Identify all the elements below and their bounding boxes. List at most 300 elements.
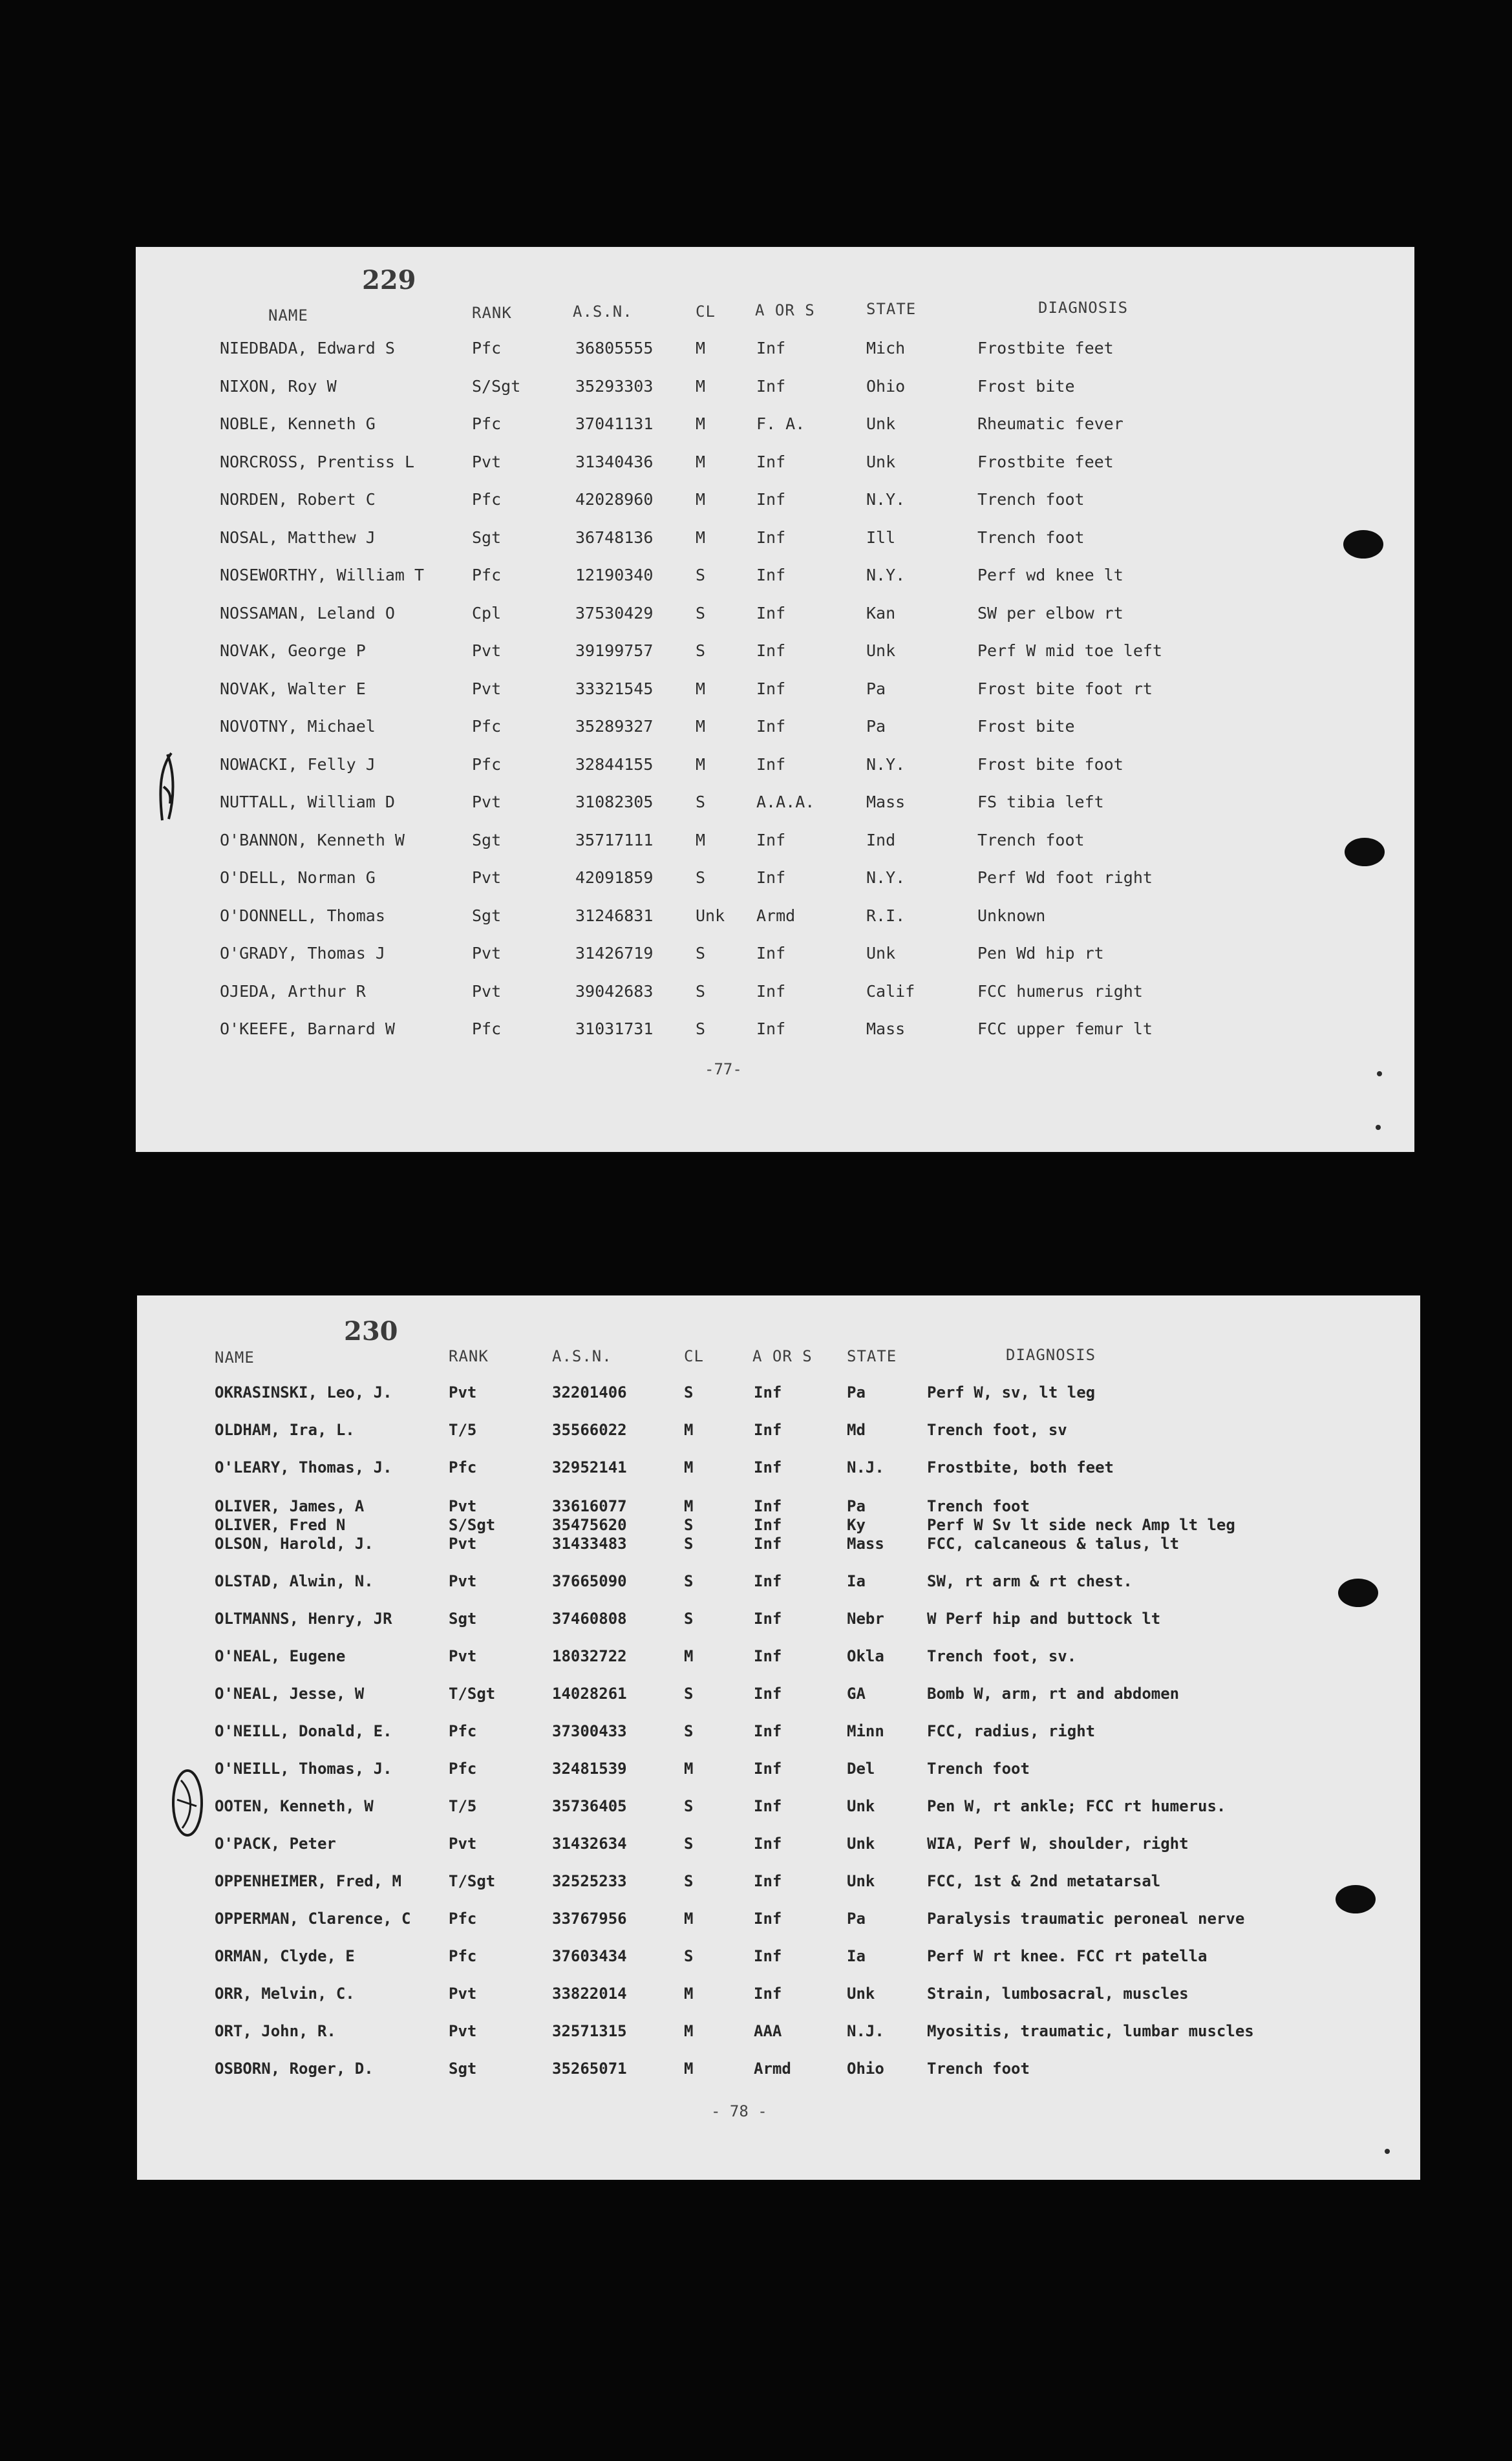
- cell-rank: Pfc: [449, 1947, 477, 1965]
- cell-name: NORCROSS, Prentiss L: [220, 452, 415, 471]
- cell-asn: 35717111: [575, 830, 654, 849]
- binder-hole: [1343, 530, 1383, 559]
- cell-name: OLSON, Harold, J.: [215, 1535, 374, 1553]
- cell-a-or-s: Inf: [756, 830, 786, 849]
- cell-state: Okla: [847, 1647, 884, 1665]
- page-footer: -77-: [705, 1060, 742, 1078]
- cell-name: O'KEEFE, Barnard W: [220, 1019, 395, 1038]
- cell-asn: 37460808: [552, 1610, 627, 1628]
- cell-name: O'NEAL, Jesse, W: [215, 1685, 365, 1703]
- cell-rank: Pvt: [449, 1497, 477, 1515]
- table-row: [137, 1722, 1420, 1748]
- cell-asn: 37530429: [575, 603, 654, 623]
- header-asn: A.S.N.: [573, 303, 633, 321]
- cell-state: Pa: [847, 1497, 866, 1515]
- cell-state: Unk: [847, 1835, 875, 1853]
- cell-name: NUTTALL, William D: [220, 793, 395, 811]
- cell-state: Ohio: [866, 376, 906, 396]
- cell-state: Mich: [866, 339, 906, 357]
- table-row: [136, 831, 1414, 857]
- cell-rank: Pfc: [472, 339, 502, 357]
- cell-asn: 37665090: [552, 1572, 627, 1590]
- cell-state: Unk: [866, 944, 896, 963]
- cell-diagnosis: Trench foot: [927, 1497, 1030, 1515]
- table-row: [136, 377, 1414, 403]
- table-row: [137, 1760, 1420, 1785]
- cell-name: NOVAK, George P: [220, 641, 366, 660]
- cell-asn: 31426719: [575, 944, 654, 963]
- cell-diagnosis: Frostbite feet: [977, 452, 1114, 471]
- cell-a-or-s: Inf: [754, 1835, 782, 1853]
- document-page-230: [137, 1295, 1420, 2180]
- cell-diagnosis: W Perf hip and buttock lt: [927, 1610, 1161, 1628]
- cell-a-or-s: Inf: [756, 490, 786, 509]
- cell-asn: 37603434: [552, 1947, 627, 1965]
- table-row: [137, 1647, 1420, 1673]
- cell-cl: M: [696, 452, 706, 471]
- cell-a-or-s: Inf: [754, 1872, 782, 1890]
- cell-name: O'NEILL, Donald, E.: [215, 1722, 392, 1740]
- cell-a-or-s: Inf: [756, 376, 786, 396]
- cell-a-or-s: Inf: [754, 1458, 782, 1476]
- cell-name: NOWACKI, Felly J: [220, 754, 376, 774]
- page-number: 230: [344, 1316, 398, 1347]
- cell-rank: Pvt: [472, 793, 502, 811]
- cell-name: NOVAK, Walter E: [220, 679, 366, 698]
- cell-diagnosis: Trench foot, sv: [927, 1421, 1067, 1439]
- cell-a-or-s: Inf: [754, 1383, 782, 1401]
- header-state: STATE: [866, 300, 917, 318]
- cell-diagnosis: Trench foot: [977, 527, 1085, 547]
- cell-state: N.Y.: [866, 566, 906, 584]
- cell-state: Unk: [847, 1985, 875, 2003]
- header-diagnosis: DIAGNOSIS: [1038, 299, 1129, 317]
- cell-name: NIEDBADA, Edward S: [220, 339, 395, 357]
- cell-cl: M: [684, 1647, 694, 1665]
- cell-asn: 32201406: [552, 1383, 627, 1401]
- cell-rank: S/Sgt: [449, 1516, 496, 1534]
- cell-cl: S: [696, 641, 706, 660]
- table-row: [136, 414, 1414, 440]
- cell-state: Unk: [866, 414, 896, 433]
- cell-a-or-s: Inf: [756, 641, 786, 660]
- document-page-229: [136, 247, 1414, 1152]
- cell-state: Ill: [866, 527, 896, 547]
- binder-hole: [1336, 1885, 1376, 1913]
- cell-a-or-s: Inf: [754, 1685, 782, 1703]
- cell-state: N.Y.: [866, 754, 906, 774]
- header-asn: A.S.N.: [552, 1347, 612, 1365]
- cell-name: OLIVER, Fred N: [215, 1516, 346, 1534]
- cell-cl: S: [684, 1722, 694, 1740]
- cell-rank: Pvt: [449, 1985, 477, 2003]
- cell-cl: M: [684, 1985, 694, 2003]
- cell-diagnosis: Frost bite foot: [977, 754, 1123, 774]
- cell-diagnosis: FCC, calcaneous & talus, lt: [927, 1535, 1180, 1553]
- table-row: [136, 755, 1414, 781]
- table-row: [136, 490, 1414, 516]
- cell-a-or-s: Inf: [756, 981, 786, 1001]
- cell-state: Unk: [866, 452, 896, 471]
- cell-name: OPPENHEIMER, Fred, M: [215, 1872, 401, 1890]
- cell-a-or-s: Inf: [754, 1421, 782, 1439]
- cell-asn: 12190340: [575, 566, 654, 584]
- cell-cl: S: [684, 1516, 694, 1534]
- header-name: NAME: [215, 1348, 255, 1367]
- cell-name: ORMAN, Clyde, E: [215, 1947, 355, 1965]
- cell-asn: 35736405: [552, 1797, 627, 1815]
- table-row: [136, 604, 1414, 630]
- header-a-or-s: A OR S: [752, 1347, 813, 1365]
- table-row: [137, 2022, 1420, 2048]
- cell-diagnosis: SW, rt arm & rt chest.: [927, 1572, 1133, 1590]
- cell-a-or-s: Inf: [754, 1610, 782, 1628]
- header-state: STATE: [847, 1347, 897, 1365]
- cell-name: NIXON, Roy W: [220, 376, 337, 396]
- cell-a-or-s: Inf: [754, 1497, 782, 1515]
- handwritten-circle-mark: [163, 1761, 215, 1845]
- cell-asn: 33616077: [552, 1497, 627, 1515]
- cell-cl: M: [684, 1421, 694, 1439]
- cell-asn: 39199757: [575, 641, 654, 660]
- binder-hole: [1338, 1579, 1378, 1607]
- cell-state: Unk: [866, 641, 896, 660]
- cell-asn: 32571315: [552, 2022, 627, 2040]
- handwritten-check-mark: [152, 748, 184, 826]
- header-diagnosis: DIAGNOSIS: [1006, 1346, 1096, 1364]
- cell-rank: Pfc: [472, 1019, 502, 1038]
- cell-state: Calif: [866, 981, 915, 1001]
- cell-cl: S: [696, 981, 706, 1001]
- cell-asn: 37041131: [575, 414, 654, 433]
- cell-name: O'DONNELL, Thomas: [220, 906, 385, 925]
- cell-a-or-s: Inf: [754, 1947, 782, 1965]
- cell-cl: M: [696, 830, 706, 849]
- cell-cl: M: [684, 1497, 694, 1515]
- cell-rank: Sgt: [449, 1610, 477, 1628]
- cell-name: O'LEARY, Thomas, J.: [215, 1458, 392, 1476]
- cell-asn: 32525233: [552, 1872, 627, 1890]
- cell-asn: 31246831: [575, 906, 654, 925]
- cell-state: Ia: [847, 1947, 866, 1965]
- cell-rank: Pfc: [472, 754, 502, 774]
- cell-cl: M: [684, 1760, 694, 1778]
- cell-diagnosis: WIA, Perf W, shoulder, right: [927, 1835, 1189, 1853]
- cell-diagnosis: Frost bite: [977, 717, 1075, 736]
- cell-state: Unk: [847, 1872, 875, 1890]
- cell-diagnosis: Pen W, rt ankle; FCC rt humerus.: [927, 1797, 1226, 1815]
- cell-cl: M: [696, 414, 706, 433]
- cell-a-or-s: Inf: [754, 1797, 782, 1815]
- cell-name: O'PACK, Peter: [215, 1835, 336, 1853]
- cell-rank: Cpl: [472, 603, 502, 623]
- cell-cl: S: [684, 1572, 694, 1590]
- table-row: [137, 2060, 1420, 2085]
- cell-asn: 32844155: [575, 754, 654, 774]
- cell-diagnosis: Myositis, traumatic, lumbar muscles: [927, 2022, 1254, 2040]
- cell-name: OLIVER, James, A: [215, 1497, 365, 1515]
- cell-state: Mass: [847, 1535, 884, 1553]
- cell-diagnosis: Bomb W, arm, rt and abdomen: [927, 1685, 1180, 1703]
- paper-speck: [1376, 1125, 1381, 1130]
- cell-cl: M: [696, 679, 706, 698]
- cell-state: Mass: [866, 793, 906, 811]
- table-row: [137, 1985, 1420, 2010]
- cell-diagnosis: Trench foot, sv.: [927, 1647, 1077, 1665]
- cell-cl: M: [696, 717, 706, 736]
- table-row: [136, 944, 1414, 970]
- cell-rank: Pvt: [449, 1647, 477, 1665]
- cell-cl: S: [684, 1535, 694, 1553]
- cell-rank: Pvt: [449, 1835, 477, 1853]
- cell-cl: S: [684, 1685, 694, 1703]
- table-row: [136, 566, 1414, 591]
- cell-asn: 42091859: [575, 868, 654, 887]
- cell-name: OLTMANNS, Henry, JR: [215, 1610, 392, 1628]
- cell-state: Minn: [847, 1722, 884, 1740]
- cell-rank: Pvt: [472, 944, 502, 963]
- cell-diagnosis: FCC upper femur lt: [977, 1019, 1153, 1038]
- cell-cl: S: [684, 1947, 694, 1965]
- cell-state: N.J.: [847, 1458, 884, 1476]
- cell-state: Ia: [847, 1572, 866, 1590]
- cell-rank: Sgt: [472, 906, 502, 925]
- cell-a-or-s: Inf: [756, 603, 786, 623]
- cell-diagnosis: Unknown: [977, 906, 1046, 925]
- cell-cl: M: [696, 754, 706, 774]
- cell-diagnosis: Rheumatic fever: [977, 414, 1123, 433]
- cell-a-or-s: Inf: [756, 527, 786, 547]
- cell-name: OJEDA, Arthur R: [220, 981, 366, 1001]
- cell-diagnosis: Frostbite, both feet: [927, 1458, 1114, 1476]
- cell-name: NOSEWORTHY, William T: [220, 566, 425, 584]
- cell-name: NOSAL, Matthew J: [220, 527, 376, 547]
- cell-state: Kan: [866, 603, 896, 623]
- cell-rank: Pfc: [472, 717, 502, 736]
- cell-rank: S/Sgt: [472, 376, 521, 396]
- cell-diagnosis: Perf W mid toe left: [977, 641, 1162, 660]
- cell-asn: 31082305: [575, 793, 654, 811]
- cell-state: Unk: [847, 1797, 875, 1815]
- cell-rank: T/5: [449, 1421, 477, 1439]
- cell-asn: 31433483: [552, 1535, 627, 1553]
- cell-asn: 42028960: [575, 490, 654, 509]
- table-row: [136, 906, 1414, 932]
- cell-name: OLSTAD, Alwin, N.: [215, 1572, 374, 1590]
- cell-state: Pa: [866, 717, 886, 736]
- cell-a-or-s: Inf: [754, 1722, 782, 1740]
- cell-state: R.I.: [866, 906, 906, 925]
- cell-asn: 35475620: [552, 1516, 627, 1534]
- cell-asn: 36748136: [575, 527, 654, 547]
- cell-rank: Pvt: [472, 452, 502, 471]
- cell-cl: M: [684, 1458, 694, 1476]
- cell-state: Ohio: [847, 2060, 884, 2078]
- cell-rank: Pvt: [472, 641, 502, 660]
- cell-a-or-s: Inf: [756, 944, 786, 963]
- cell-asn: 31340436: [575, 452, 654, 471]
- cell-asn: 31432634: [552, 1835, 627, 1853]
- cell-name: NOVOTNY, Michael: [220, 717, 376, 736]
- header-cl: CL: [696, 303, 716, 321]
- cell-rank: T/Sgt: [449, 1685, 496, 1703]
- table-row: [136, 453, 1414, 478]
- cell-name: OLDHAM, Ira, L.: [215, 1421, 355, 1439]
- cell-a-or-s: A.A.A.: [756, 793, 815, 811]
- cell-state: N.Y.: [866, 490, 906, 509]
- cell-asn: 36805555: [575, 339, 654, 357]
- table-row: [137, 1610, 1420, 1635]
- cell-cl: S: [696, 793, 706, 811]
- cell-a-or-s: Inf: [754, 1516, 782, 1534]
- page-number: 229: [362, 265, 416, 295]
- table-row: [137, 1947, 1420, 1973]
- cell-asn: 37300433: [552, 1722, 627, 1740]
- cell-state: Pa: [847, 1910, 866, 1928]
- cell-asn: 35566022: [552, 1421, 627, 1439]
- cell-state: Ind: [866, 830, 896, 849]
- header-a-or-s: A OR S: [755, 301, 815, 319]
- cell-name: NOSSAMAN, Leland O: [220, 603, 395, 623]
- table-row: [136, 982, 1414, 1008]
- cell-cl: M: [696, 490, 706, 509]
- cell-diagnosis: Trench foot: [977, 830, 1085, 849]
- cell-rank: Pvt: [449, 1572, 477, 1590]
- cell-diagnosis: Pen Wd hip rt: [977, 944, 1104, 963]
- page-footer: - 78 -: [711, 2102, 767, 2120]
- cell-name: OSBORN, Roger, D.: [215, 2060, 374, 2078]
- cell-name: O'NEILL, Thomas, J.: [215, 1760, 392, 1778]
- cell-rank: Sgt: [449, 2060, 477, 2078]
- cell-diagnosis: Paralysis traumatic peroneal nerve: [927, 1910, 1245, 1928]
- cell-diagnosis: FCC, 1st & 2nd metatarsal: [927, 1872, 1161, 1890]
- table-row: [137, 1797, 1420, 1823]
- cell-name: NORDEN, Robert C: [220, 490, 376, 509]
- table-row: [137, 1572, 1420, 1598]
- table-row: [137, 1835, 1420, 1860]
- cell-a-or-s: Inf: [754, 1910, 782, 1928]
- cell-a-or-s: Inf: [756, 679, 786, 698]
- cell-cl: Unk: [696, 906, 725, 925]
- cell-a-or-s: Inf: [754, 1760, 782, 1778]
- cell-a-or-s: Inf: [756, 339, 786, 357]
- table-row: [137, 1383, 1420, 1409]
- cell-asn: 32952141: [552, 1458, 627, 1476]
- table-row: [136, 339, 1414, 365]
- cell-asn: 33767956: [552, 1910, 627, 1928]
- cell-rank: Sgt: [472, 830, 502, 849]
- cell-cl: S: [684, 1835, 694, 1853]
- cell-diagnosis: Perf Wd foot right: [977, 868, 1153, 887]
- cell-state: Md: [847, 1421, 866, 1439]
- cell-diagnosis: Frost bite foot rt: [977, 679, 1153, 698]
- cell-rank: Sgt: [472, 527, 502, 547]
- table-row: [137, 1458, 1420, 1484]
- cell-cl: M: [684, 2022, 694, 2040]
- cell-a-or-s: Armd: [754, 2060, 791, 2078]
- cell-a-or-s: Inf: [756, 754, 786, 774]
- cell-a-or-s: AAA: [754, 2022, 782, 2040]
- cell-asn: 35265071: [552, 2060, 627, 2078]
- cell-state: Ky: [847, 1516, 866, 1534]
- cell-name: OOTEN, Kenneth, W: [215, 1797, 374, 1815]
- header-name: NAME: [268, 306, 308, 325]
- cell-name: ORR, Melvin, C.: [215, 1985, 355, 2003]
- cell-diagnosis: Perf wd knee lt: [977, 566, 1123, 584]
- cell-state: Pa: [847, 1383, 866, 1401]
- cell-rank: Pfc: [449, 1722, 477, 1740]
- table-row: [137, 1421, 1420, 1447]
- table-row: [137, 1535, 1420, 1561]
- cell-cl: S: [696, 1019, 706, 1038]
- cell-cl: M: [696, 376, 706, 396]
- cell-cl: S: [696, 566, 706, 584]
- cell-cl: S: [684, 1797, 694, 1815]
- cell-cl: S: [684, 1610, 694, 1628]
- cell-a-or-s: Armd: [756, 906, 796, 925]
- cell-a-or-s: Inf: [754, 1985, 782, 2003]
- cell-rank: Pfc: [472, 566, 502, 584]
- cell-rank: Pvt: [449, 1535, 477, 1553]
- cell-name: OKRASINSKI, Leo, J.: [215, 1383, 392, 1401]
- cell-asn: 33822014: [552, 1985, 627, 2003]
- cell-state: GA: [847, 1685, 866, 1703]
- header-cl: CL: [684, 1347, 704, 1365]
- table-row: [136, 528, 1414, 554]
- cell-diagnosis: FCC, radius, right: [927, 1722, 1096, 1740]
- cell-name: O'GRADY, Thomas J: [220, 944, 385, 963]
- table-row: [137, 1910, 1420, 1935]
- cell-state: Del: [847, 1760, 875, 1778]
- cell-a-or-s: Inf: [754, 1535, 782, 1553]
- paper-speck: [1385, 2149, 1390, 2154]
- cell-state: Nebr: [847, 1610, 884, 1628]
- header-rank: RANK: [472, 304, 512, 322]
- cell-rank: T/Sgt: [449, 1872, 496, 1890]
- cell-cl: M: [696, 527, 706, 547]
- table-row: [136, 717, 1414, 743]
- cell-asn: 32481539: [552, 1760, 627, 1778]
- cell-state: Pa: [866, 679, 886, 698]
- cell-diagnosis: Perf W, sv, lt leg: [927, 1383, 1096, 1401]
- cell-a-or-s: Inf: [756, 868, 786, 887]
- cell-cl: M: [696, 339, 706, 357]
- cell-diagnosis: Trench foot: [927, 1760, 1030, 1778]
- binder-hole: [1345, 838, 1385, 866]
- cell-a-or-s: Inf: [756, 566, 786, 584]
- table-row: [136, 868, 1414, 894]
- cell-cl: S: [684, 1383, 694, 1401]
- cell-name: O'DELL, Norman G: [220, 868, 376, 887]
- cell-a-or-s: Inf: [756, 717, 786, 736]
- cell-asn: 31031731: [575, 1019, 654, 1038]
- cell-a-or-s: Inf: [756, 452, 786, 471]
- cell-rank: Pfc: [449, 1910, 477, 1928]
- cell-diagnosis: Trench foot: [977, 490, 1085, 509]
- cell-asn: 33321545: [575, 679, 654, 698]
- cell-rank: Pfc: [472, 414, 502, 433]
- cell-diagnosis: FS tibia left: [977, 793, 1104, 811]
- cell-diagnosis: Trench foot: [927, 2060, 1030, 2078]
- cell-diagnosis: Strain, lumbosacral, muscles: [927, 1985, 1189, 2003]
- table-row: [137, 1872, 1420, 1898]
- cell-diagnosis: FCC humerus right: [977, 981, 1143, 1001]
- cell-rank: Pfc: [449, 1760, 477, 1778]
- cell-rank: T/5: [449, 1797, 477, 1815]
- cell-rank: Pfc: [449, 1458, 477, 1476]
- cell-name: O'BANNON, Kenneth W: [220, 830, 405, 849]
- cell-rank: Pfc: [472, 490, 502, 509]
